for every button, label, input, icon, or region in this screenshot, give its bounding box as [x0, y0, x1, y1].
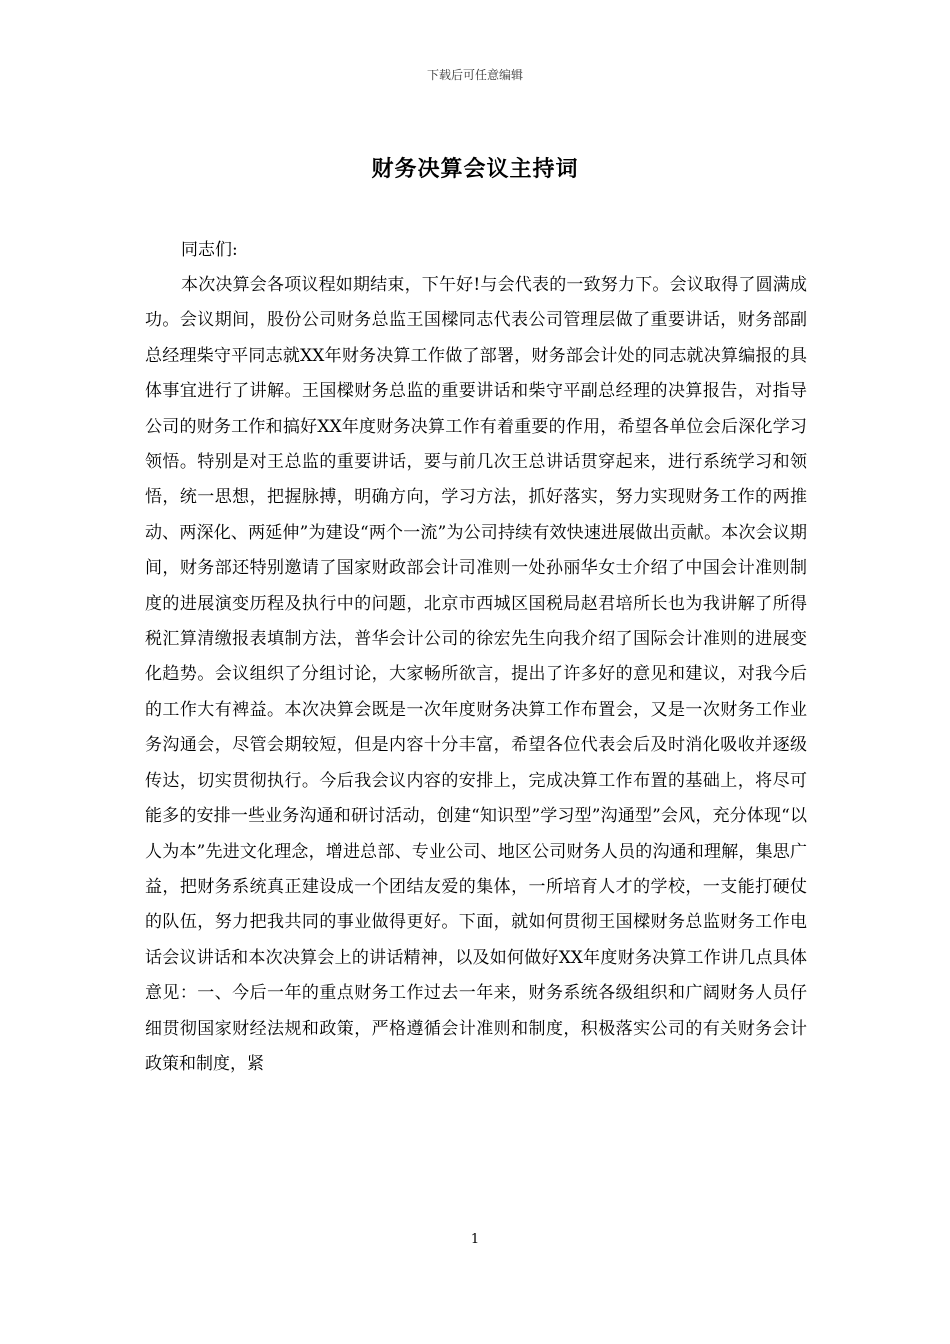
header-note: 下载后可任意编辑	[426, 68, 523, 82]
document-title: 财务决算会议主持词	[371, 156, 579, 182]
body-paragraph: 本次决算会各项议程如期结束，下午好!与会代表的一致努力下。会议取得了圆满成功。会议期间，股份公司财务总监王国樑同志代表公司管理层做了重要讲话，财务部副总经理柴守平同志就XX年财务决算工作做了部署，财务部会计处的同志就决算编报的具体事宜进行了讲解。王国樑财务总监的重要讲话和柴守平副总经理的决算报告，对指导公司的财务工作和搞好XX年度财务决算工作有着重要的作用，希望各单位会后深化学习领悟。特别是对王总监的重要讲话，要与前几次王总讲话贯穿起来，进行系统学习和领悟，统一思想，把握脉搏，明确方向，学习方法，抓好落实，努力实现财务工作的两推动、两深化、两延伸”为建设“两个一流”为公司持续有效快速进展做出贡献。本次会议期间，财务部还特别邀请了国家财政部会计司准则一处孙丽华女士介绍了中国会计准则制度的进展演变历程及执行中的问题，北京市西城区国税局赵君培所长也为我讲解了所得税汇算清缴报表填制方法，普华会计公司的徐宏先生向我介绍了国际会计准则的进展变化趋势。会议组织了分组讨论，大家畅所欲言，提出了许多好的意见和建议，对我今后的工作大有裨益。本次决算会既是一次年度财务决算工作布置会，又是一次财务工作业务沟通会，尽管会期较短，但是内容十分丰富，希望各位代表会后及时消化吸收并逐级传达，切实贯彻执行。今后我会议内容的安排上，完成决算工作布置的基础上，将尽可能多的安排一些业务沟通和研讨活动，创建“知识型”学习型”沟通型”会风，充分体现“以人为本”先进文化理念，增进总部、专业公司、地区公司财务人员的沟通和理解，集思广益，把财务系统真正建设成一个团结友爱的集体，一所培育人才的学校，一支能打硬仗的队伍，努力把我共同的事业做得更好。下面，就如何贯彻王国樑财务总监财务工作电话会议讲话和本次决算会上的讲话精神，以及如何做好XX年度财务决算工作讲几点具体意见：一、今后一年的重点财务工作过去一年来，财务系统各级组织和广阔财务人员仔细贯彻国家财经法规和政策，严格遵循会计准则和制度，积极落实公司的有关财务会计政策和制度，紧	[145, 275, 807, 1074]
greeting-line: 同志们:	[181, 240, 238, 260]
page-number: 1	[470, 1232, 480, 1247]
